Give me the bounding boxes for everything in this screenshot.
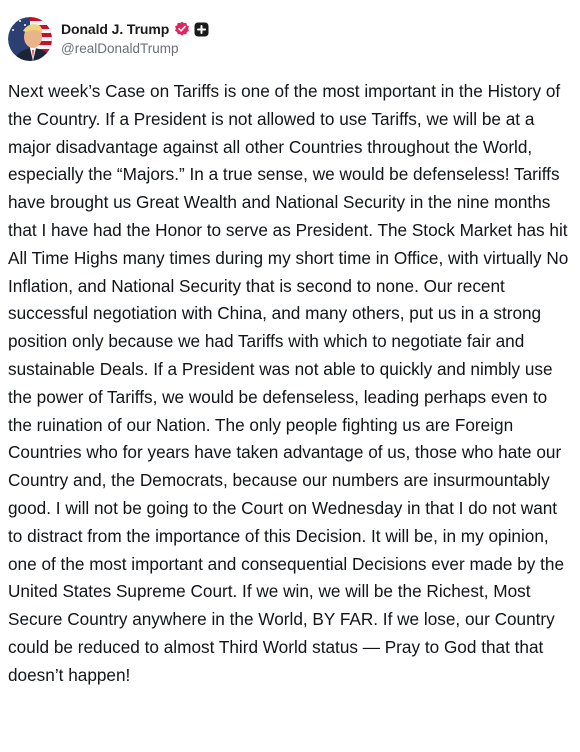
name-row bbox=[61, 21, 209, 38]
author-identity bbox=[61, 21, 209, 57]
post-text: Next week’s Case on Tariffs is one of the most important in the History of the Country. If a President is not allowed to use Tariffs, we will be at a major disadvantage against all other Countries throughout the World, especially the “Majors.” In a true sense, we would be defenseless! Tariffs have brought us Great Wealth and National Security in the nine months that I have had the Honor to serve as President. The Stock Market has hit All Time Highs many times during my short time in Office, with virtually No Inflation, and National Security that is second to none. Our recent successful negotiation with China, and many others, put us in a strong position only because we had Tariffs with which to negotiate fair and sustainable Deals. If a President was not able to quickly and nimbly use the power of Tariffs, we would be defenseless, leading perhaps even to the ruination of our Nation. The only people fighting us are Foreign Countries who for years have taken advantage of us, those who hate our Country and, the Democrats, because our numbers are insurmountably good. I will not be going to the Court on Wednesday in that I do not want to distract from the importance of this Decision. It will be, in my opinion, one of the most important and consequential Decisions ever made by the United States Supreme Court. If we win, we will be the Richest, Most Secure Country anywhere in the World, BY FAR. If we lose, our Country could be reduced to almost Third World status — Pray to God that that doesn’t happen! bbox=[8, 81, 569, 685]
post-header bbox=[8, 14, 572, 64]
avatar[interactable] bbox=[8, 17, 52, 61]
handle[interactable]: @realDonaldTrump bbox=[61, 40, 179, 56]
verified-badge-icon bbox=[174, 21, 190, 37]
display-name[interactable]: Donald J. Trump bbox=[61, 21, 170, 37]
avatar-image bbox=[8, 17, 52, 61]
plus-badge-icon bbox=[194, 22, 209, 37]
